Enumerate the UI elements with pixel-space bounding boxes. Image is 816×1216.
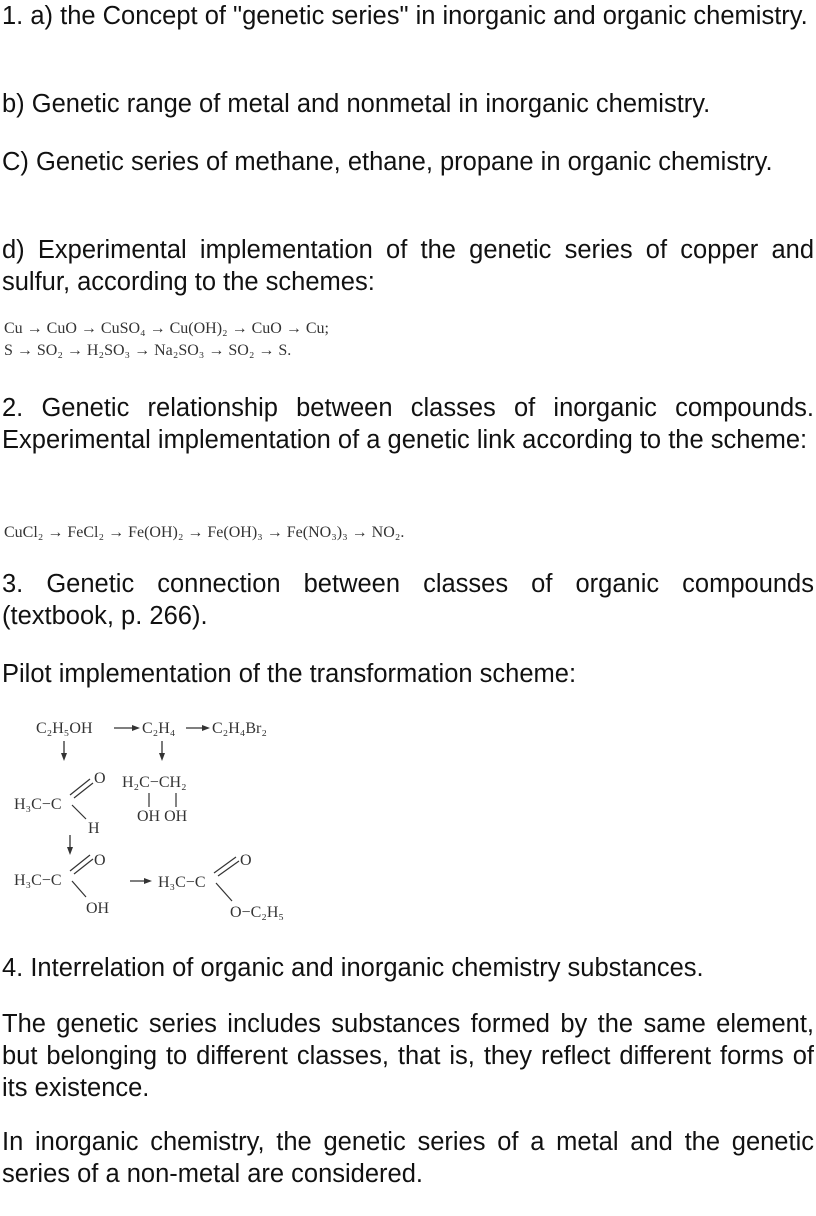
question-1d: d) Experimental implementation of the genetic series of copper and sulfur, according to the schemes: — [2, 236, 814, 296]
arrow-head-icon — [159, 753, 165, 761]
ethanol-formula: C₂H₅OH — [36, 720, 93, 737]
aldehyde-hydrogen: H — [88, 820, 100, 837]
paragraph-genetic-series: The genetic series includes substances formed by the same element, but belonging to different classes, that is, they reflect different forms of its existence. — [2, 1010, 814, 1102]
question-2: 2. Genetic relationship between classes of inorganic compounds. Experimental implementation of a genetic link according to the scheme: — [2, 394, 814, 454]
acid-oxygen: O — [94, 852, 106, 869]
ester-methyl: H₃C−C — [158, 874, 206, 891]
arrow-head-icon — [144, 878, 152, 884]
question-1a: 1. a) the Concept of "genetic series" in inorganic and organic chemistry. — [2, 2, 808, 30]
copper-scheme: Cu → CuO → CuSO₄ → Cu(OH)₂ → CuO → Cu; — [4, 320, 329, 337]
arrow-head-icon — [132, 725, 140, 731]
aldehyde-methyl: H₃C−C — [14, 796, 62, 813]
iron-scheme: CuCl₂ → FeCl₂ → Fe(OH)₂ → Fe(OH)₃ → Fe(NO₃)₃ → NO₂. — [4, 524, 405, 541]
pilot-heading: Pilot implementation of the transformation scheme: — [2, 660, 577, 688]
question-1c: C) Genetic series of methane, ethane, propane in organic chemistry. — [2, 148, 773, 176]
arrow-head-icon — [61, 753, 67, 761]
question-1b: b) Genetic range of metal and nonmetal in inorganic chemistry. — [2, 90, 711, 118]
acid-methyl: H₃C−C — [14, 872, 62, 889]
dibromoethane-formula: C₂H₄Br₂ — [212, 720, 267, 737]
question-3: 3. Genetic connection between classes of organic compounds (textbook, p. 266). — [2, 570, 814, 630]
ester-ethoxy: O−C₂H₅ — [230, 904, 284, 921]
acid-hydroxyl: OH — [86, 900, 110, 917]
sulfur-scheme: S → SO₂ → H₂SO₃ → Na₂SO₃ → SO₂ → S. — [4, 342, 292, 359]
arrow-head-icon — [202, 725, 210, 731]
ethene-formula: C₂H₄ — [142, 720, 176, 737]
diol-carbon-chain: H₂C−CH₂ — [122, 774, 187, 791]
diol-hydroxyls: OH OH — [137, 808, 188, 825]
paragraph-inorganic: In inorganic chemistry, the genetic series of a metal and the genetic series of a non-metal are considered. — [2, 1128, 814, 1188]
organic-transformation-scheme — [0, 705, 340, 930]
arrow-head-icon — [67, 847, 73, 855]
aldehyde-oxygen: O — [94, 770, 106, 787]
question-4: 4. Interrelation of organic and inorganic chemistry substances. — [2, 954, 704, 982]
ester-oxygen: O — [240, 852, 252, 869]
